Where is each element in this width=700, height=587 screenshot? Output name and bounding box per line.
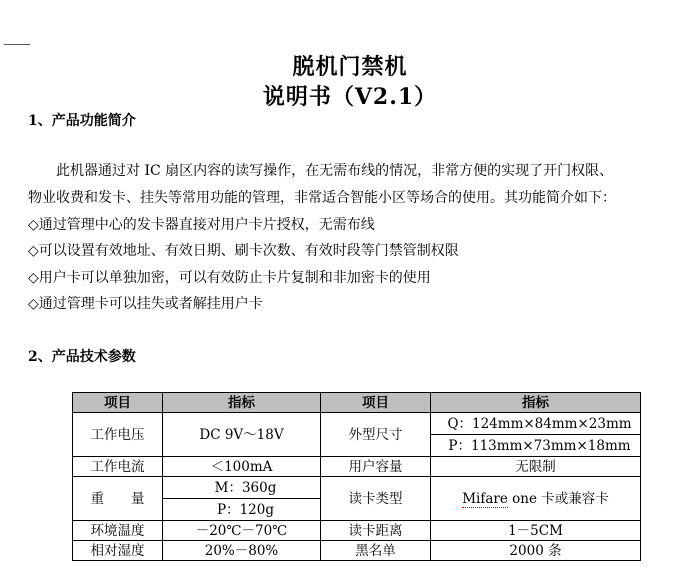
param-label: 重 量 xyxy=(73,477,163,521)
header-cell: 指标 xyxy=(431,393,641,413)
param-value: Q：124mm×84mm×23mm xyxy=(447,415,632,432)
feature-bullet: ◇用户卡可以单独加密，可以有效防止卡片复制和非加密卡的使用 xyxy=(28,270,431,286)
header-cell: 指标 xyxy=(163,393,321,413)
table-header-row xyxy=(73,393,641,413)
feature-bullet: ◇通过管理卡可以挂失或者解挂用户卡 xyxy=(28,296,263,312)
table-row xyxy=(73,413,641,457)
param-value: DC 9V～18V xyxy=(163,413,321,457)
spellcheck-word: Mifare xyxy=(462,490,508,507)
param-value: 1－5CM xyxy=(431,521,641,541)
section-heading-features: 1、产品功能简介 xyxy=(28,113,136,129)
document-subtitle: 说明书（V2.1） xyxy=(262,84,438,110)
param-label: 黑名单 xyxy=(321,541,431,561)
param-value-rest: one 卡或兼容卡 xyxy=(507,490,609,507)
section-heading-specs: 2、产品技术参数 xyxy=(28,349,136,365)
table-row xyxy=(73,521,641,541)
intro-paragraph-line-2: 物业收费和发卡、挂失等常用功能的管理，非常适合智能小区等场合的使用。其功能简介如下： xyxy=(28,190,616,206)
intro-paragraph-line-1: 此机器通过对 IC 扇区内容的读写操作，在无需布线的情况，非常方便的实现了开门权限、 xyxy=(56,163,614,179)
param-value: 无限制 xyxy=(431,457,641,477)
param-value xyxy=(431,477,641,521)
param-value: P：120g xyxy=(163,499,320,521)
param-label: 工作电流 xyxy=(73,457,163,477)
table-row xyxy=(73,477,641,521)
feature-bullet: ◇通过管理中心的发卡器直接对用户卡片授权，无需布线 xyxy=(28,217,375,233)
param-label: 外型尺寸 xyxy=(321,413,431,457)
header-cell: 项目 xyxy=(73,393,163,413)
param-value: M：360g xyxy=(214,479,277,496)
param-label: 环境温度 xyxy=(73,521,163,541)
param-value: 2000 条 xyxy=(431,541,641,561)
param-value: P：113mm×73mm×18mm xyxy=(431,435,640,457)
corner-mark xyxy=(4,44,30,45)
table-row xyxy=(73,541,641,561)
document-title: 脱机门禁机 xyxy=(292,54,408,80)
param-label: 读卡类型 xyxy=(321,477,431,521)
param-value-split xyxy=(163,477,321,521)
table-row xyxy=(73,457,641,477)
param-value: ＜100mA xyxy=(163,457,321,477)
param-label: 工作电压 xyxy=(73,413,163,457)
header-cell: 项目 xyxy=(321,393,431,413)
param-value: －20℃－70℃ xyxy=(163,521,321,541)
param-value: 20%－80% xyxy=(163,541,321,561)
spec-table xyxy=(72,392,641,561)
param-label: 读卡距离 xyxy=(321,521,431,541)
param-label: 相对湿度 xyxy=(73,541,163,561)
feature-bullet: ◇可以设置有效地址、有效日期、刷卡次数、有效时段等门禁管制权限 xyxy=(28,243,459,259)
param-label: 用户容量 xyxy=(321,457,431,477)
param-value-split xyxy=(431,413,641,457)
